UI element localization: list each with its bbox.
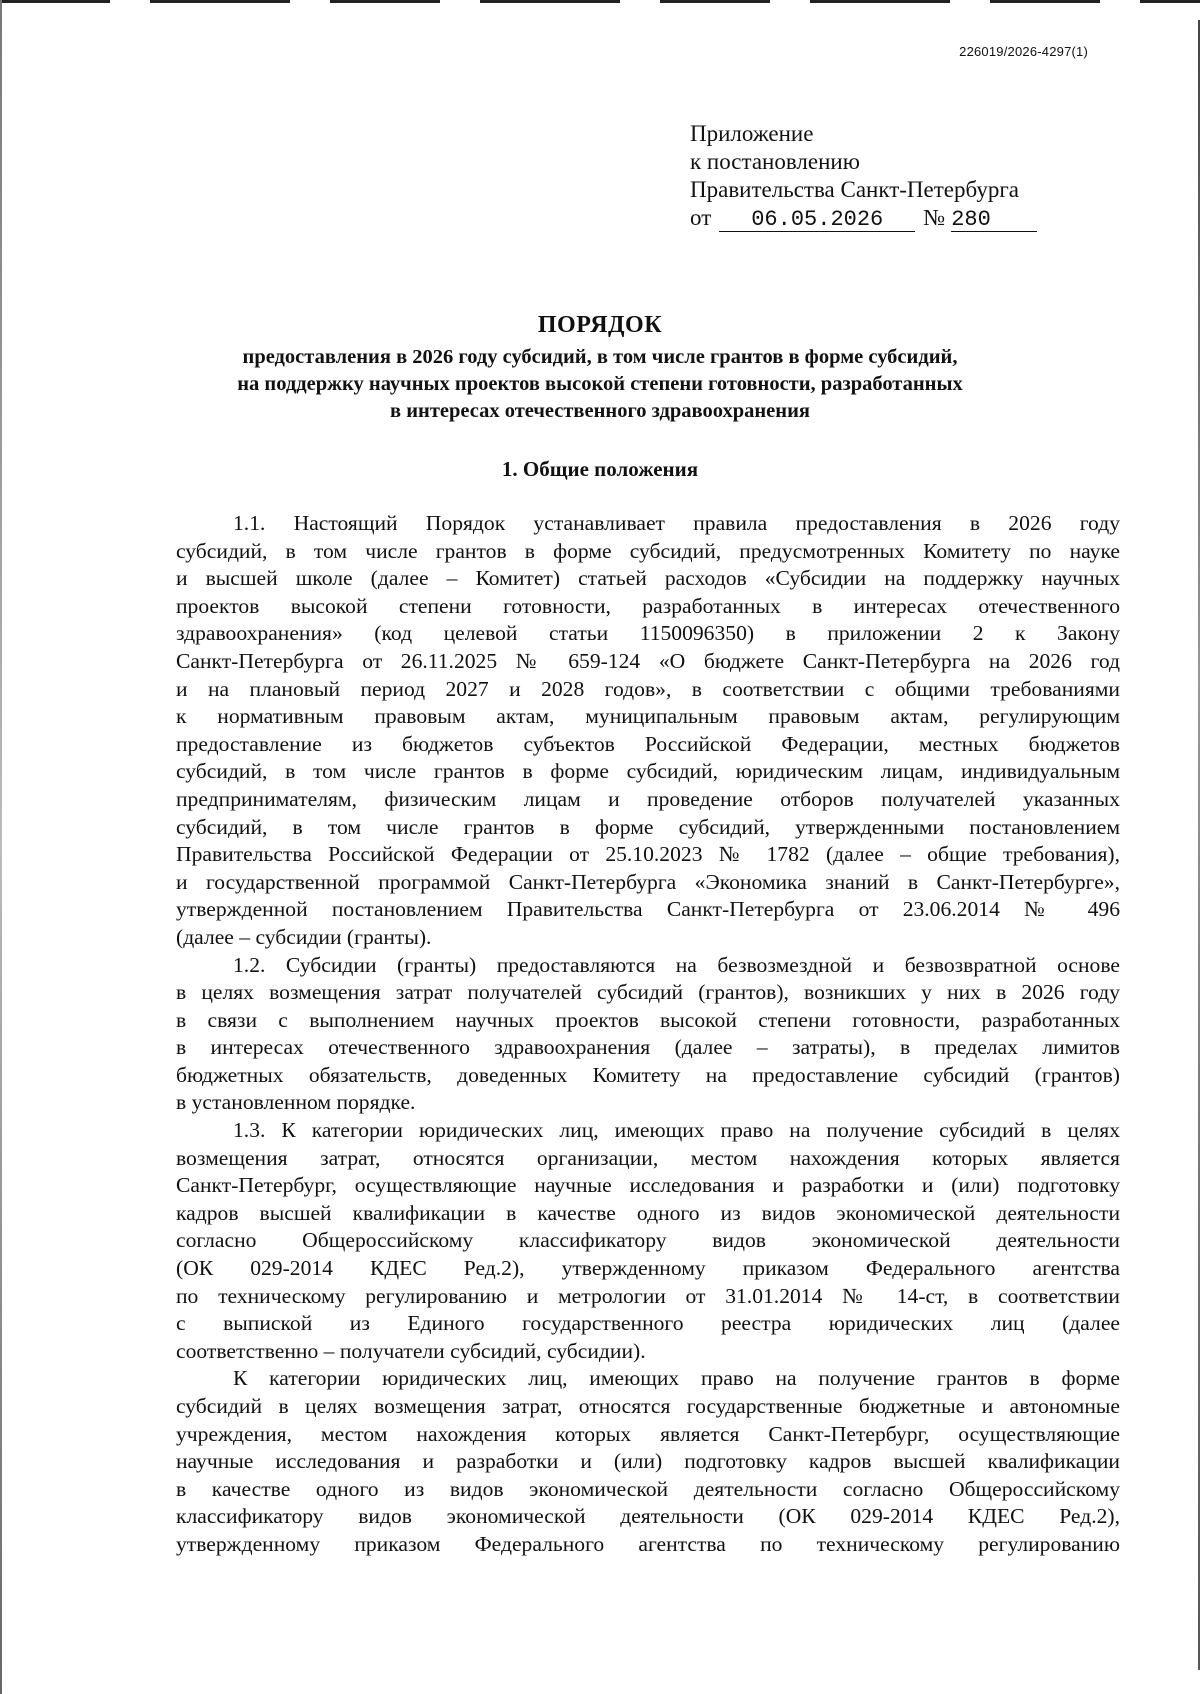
paragraph-line: субсидий, в том числе грантов в форме субсидий, предусмотренных Комитету по науке	[176, 538, 1120, 563]
paragraph-line: 1.2. Субсидии (гранты) предоставляются на безвозмездной и безвозвратной основе	[233, 952, 1120, 977]
appendix-line-1: Приложение	[690, 121, 814, 146]
paragraph-line: с выпиской из Единого государственного реестра юридических лиц (далее	[176, 1311, 1120, 1336]
paragraph-line: 1.3. К категории юридических лиц, имеющих право на получение субсидий в целях	[233, 1118, 1120, 1143]
paragraph-line: соответственно – получатели субсидий, субсидии).	[176, 1338, 646, 1363]
subtitle-line-1: предоставления в 2026 году субсидий, в том числе грантов в форме субсидий,	[242, 346, 958, 368]
paragraph-line: Санкт-Петербурга от 26.11.2025 № 659-124 «О бюджете Санкт-Петербурга на 2026 год	[176, 648, 1120, 673]
document-id: 226019/2026-4297(1)	[959, 44, 1088, 59]
paragraph-line: научные исследования и разработки и (или) подготовку кадров высшей квалификации	[176, 1449, 1120, 1474]
paragraph-line: в установленном порядке.	[176, 1090, 416, 1115]
paragraph-line: К категории юридических лиц, имеющих право на получение грантов в форме	[233, 1366, 1120, 1391]
from-label: от	[690, 205, 712, 230]
paragraph-line: в качестве одного из видов экономической деятельности согласно Общероссийскому	[176, 1476, 1120, 1501]
paragraph-line: субсидий, в том числе грантов в форме субсидий, юридическим лицам, индивидуальным	[176, 759, 1120, 784]
paragraph-line: 1.1. Настоящий Порядок устанавливает правила предоставления в 2026 году	[233, 511, 1120, 535]
subtitle-line-3: в интересах отечественного здравоохранения	[390, 400, 810, 422]
paragraph-line: кадров высшей квалификации в качестве одного из видов экономической деятельности	[176, 1200, 1120, 1225]
subtitle-line-2: на поддержку научных проектов высокой степени готовности, разработанных	[237, 373, 963, 395]
order-date: 06.05.2026	[719, 209, 915, 232]
paragraph-line: (далее – субсидии (гранты).	[176, 924, 432, 949]
document-subtitle	[0, 344, 1200, 425]
paragraph-line: согласно Общероссийскому классификатору видов экономической деятельности	[176, 1228, 1120, 1253]
paragraph-line: и на плановый период 2027 и 2028 годов», в соответствии с общими требованиями	[176, 676, 1120, 701]
appendix-line-3: Правительства Санкт-Петербурга	[690, 177, 1019, 202]
paragraph-line: к нормативным правовым актам, муниципальным правовым актам, регулирующим	[176, 704, 1120, 729]
paragraph-line: и государственной программой Санкт-Петербурга «Экономика знаний в Санкт-Петербурге»,	[176, 869, 1120, 894]
paragraph-line: Правительства Российской Федерации от 25.10.2023 № 1782 (далее – общие требования),	[176, 842, 1120, 867]
paragraph	[176, 1117, 1120, 1365]
paragraph-line: предпринимателям, физическим лицам и проведение отборов получателей указанных	[176, 786, 1120, 811]
paragraph-line: утвержденному приказом Федерального агентства по техническому регулированию	[176, 1531, 1120, 1556]
paragraph-line: проектов высокой степени готовности, разработанных в интересах отечественного	[176, 593, 1120, 618]
appendix-line-2: к постановлению	[690, 149, 860, 174]
appendix-block	[690, 120, 1037, 232]
document-title: ПОРЯДОК	[537, 312, 663, 338]
paragraph-line: бюджетных обязательств, доведенных Комитету на предоставление субсидий (грантов)	[176, 1062, 1120, 1087]
paragraph-line: утвержденной постановлением Правительства Санкт-Петербурга от 23.06.2014 № 496	[176, 897, 1120, 922]
scan-left-edge	[0, 0, 2, 1694]
paragraph-line: классификатору видов экономической деятельности (ОК 029-2014 КДЕС Ред.2),	[176, 1504, 1120, 1529]
paragraph-line: субсидий в целях возмещения затрат, относятся государственные бюджетные и автономные	[176, 1394, 1120, 1418]
paragraph-line: здравоохранения» (код целевой статьи 1150096350) в приложении 2 к Закону	[176, 621, 1120, 646]
appendix-order-line	[690, 204, 1037, 232]
section-heading: 1. Общие положения	[501, 457, 699, 481]
paragraph	[176, 1365, 1120, 1558]
paragraph	[176, 510, 1120, 952]
paragraph-line: в связи с выполнением научных проектов высокой степени готовности, разработанных	[176, 1007, 1120, 1032]
scan-top-edge	[0, 0, 1200, 3]
number-label: №	[923, 205, 946, 230]
paragraph-line: Санкт-Петербург, осуществляющие научные исследования и разработки и (или) подготовку	[176, 1173, 1120, 1198]
paragraph-line: возмещения затрат, относятся организации, местом нахождения которых является	[176, 1145, 1120, 1170]
paragraph	[176, 952, 1120, 1118]
order-number: 280	[951, 209, 1037, 232]
paragraph-line: и высшей школе (далее – Комитет) статьей расходов «Субсидии на поддержку научных	[176, 566, 1120, 591]
paragraph-line: (ОК 029-2014 КДЕС Ред.2), утвержденному приказом Федерального агентства	[176, 1256, 1120, 1281]
title-block	[0, 308, 1200, 425]
paragraph-line: в целях возмещения затрат получателей субсидий (грантов), возникших у них в 2026 году	[176, 980, 1120, 1005]
paragraph-line: в интересах отечественного здравоохранения (далее – затраты), в пределах лимитов	[176, 1035, 1120, 1060]
paragraph-line: предоставление из бюджетов субъектов Российской Федерации, местных бюджетов	[176, 731, 1120, 756]
paragraph-line: субсидий, в том числе грантов в форме субсидий, утвержденными постановлением	[176, 814, 1120, 839]
paragraph-line: учреждения, местом нахождения которых является Санкт-Петербург, осуществляющие	[176, 1421, 1120, 1446]
paragraph-line: по техническому регулированию и метрологии от 31.01.2014 № 14-ст, в соответствии	[176, 1283, 1120, 1308]
body-text	[176, 510, 1120, 1559]
